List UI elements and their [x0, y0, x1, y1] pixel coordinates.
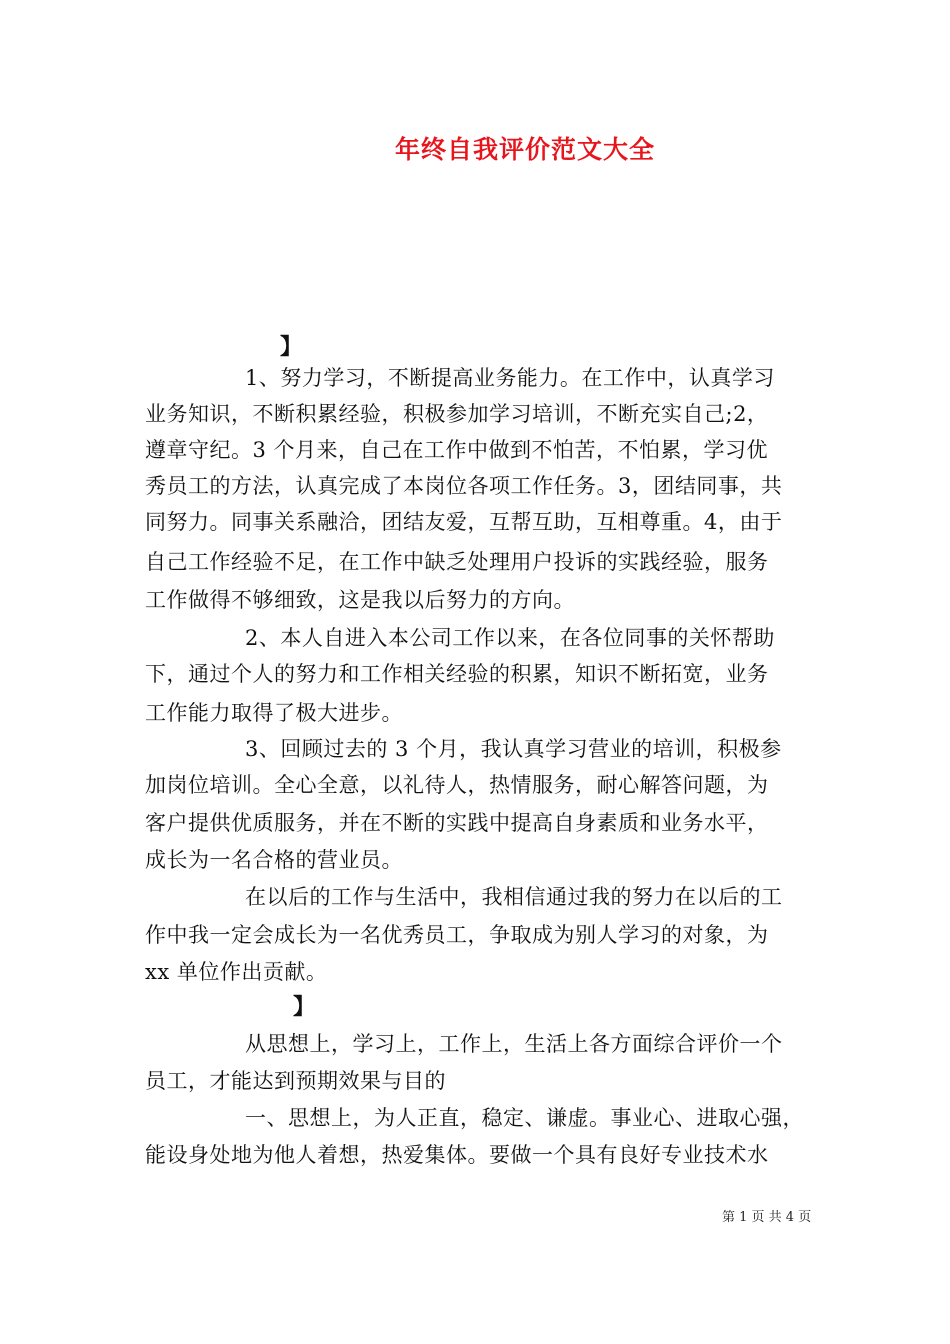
text-line: 下，通过个人的努力和工作相关经验的积累，知识不断拓宽，业务 — [145, 662, 769, 686]
text-line: 作中我一定会成长为一名优秀员工，争取成为别人学习的对象，为 — [145, 923, 769, 947]
section-bracket: 】 — [280, 334, 303, 360]
text-line: 加岗位培训。全心全意，以礼待人，热情服务，耐心解答问题，为 — [145, 773, 769, 797]
text-line: 业务知识，不断积累经验，积极参加学习培训，不断充实自己;2， — [145, 402, 769, 426]
text-line: 员工，才能达到预期效果与目的 — [145, 1069, 446, 1093]
text-line: 1、努力学习，不断提高业务能力。在工作中，认真学习 — [245, 366, 775, 390]
document-title: 年终自我评价范文大全 — [394, 135, 655, 164]
text-line: 工作能力取得了极大进步。 — [145, 701, 403, 725]
text-line: 同努力。同事关系融洽，团结友爱，互帮互助，互相尊重。4，由于 — [145, 510, 783, 534]
text-line: 成长为一名合格的营业员。 — [145, 848, 403, 872]
text-line: 遵章守纪。3 个月来，自己在工作中做到不怕苦，不怕累，学习优 — [145, 438, 769, 462]
text-line: 客户提供优质服务，并在不断的实践中提高自身素质和业务水平， — [145, 811, 769, 835]
text-line: 2、本人自进入本公司工作以来，在各位同事的关怀帮助 — [245, 626, 775, 650]
text-line: 工作做得不够细致，这是我以后努力的方向。 — [145, 588, 575, 612]
text-line: 自己工作经验不足，在工作中缺乏处理用户投诉的实践经验，服务 — [145, 550, 769, 574]
page-number: 第 1 页 共 4 页 — [722, 1210, 812, 1225]
section-bracket: 】 — [293, 994, 316, 1020]
text-line: 能设身处地为他人着想，热爱集体。要做一个具有良好专业技术水 — [145, 1143, 769, 1167]
text-line: 秀员工的方法，认真完成了本岗位各项工作任务。3，团结同事，共 — [145, 474, 783, 498]
text-line: 在以后的工作与生活中，我相信通过我的努力在以后的工 — [245, 885, 783, 909]
text-line: xx 单位作出贡献。 — [145, 960, 328, 984]
text-line: 一、思想上，为人正直，稳定、谦虚。事业心、进取心强， — [245, 1106, 804, 1130]
text-line: 从思想上，学习上，工作上，生活上各方面综合评价一个 — [245, 1032, 783, 1056]
text-line: 3、回顾过去的 3 个月，我认真学习营业的培训，积极参 — [245, 737, 782, 761]
